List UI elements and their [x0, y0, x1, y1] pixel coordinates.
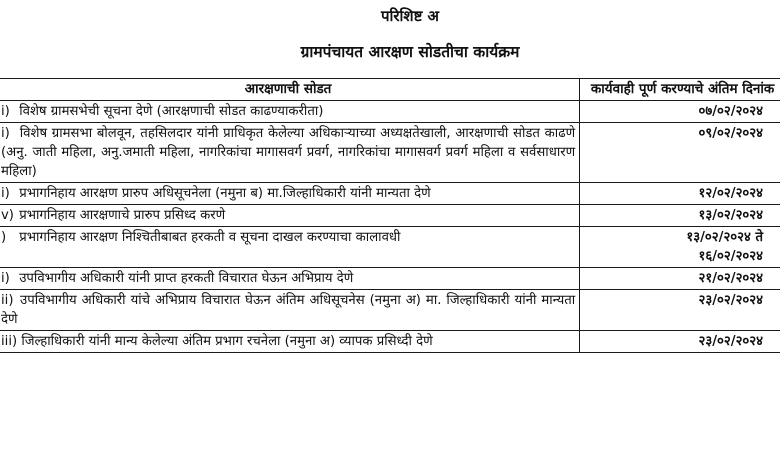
deadline-date: २१/०२/२०२४	[698, 271, 763, 286]
table-row	[0, 227, 780, 268]
activity-cell	[0, 123, 580, 183]
table-row	[0, 331, 780, 353]
date-cell	[580, 101, 780, 123]
row-number: ii)	[1, 293, 14, 308]
header-deadline: कार्यवाही पूर्ण करण्याचे अंतिम दिनांक	[580, 79, 780, 101]
activity-cell	[0, 268, 580, 290]
row-number: )	[1, 230, 7, 245]
deadline-date: १२/०२/२०२४	[698, 186, 763, 201]
deadline-date: १३/०२/२०२४	[698, 208, 763, 223]
table-row	[0, 205, 780, 227]
reservation-schedule-table	[0, 78, 780, 353]
activity-text: विशेष ग्रामसभा बोलवून, तहसिलदार यांनी प्राधिकृत केलेल्या अधिकाऱ्याच्या अध्यक्षतेखाली, आरक्षणाची सोडत काढणे (अनु. जाती महिला, अनु.जमाती महिला, नागरिकांचा मागासवर्ग प्रवर्ग, नागरिकांचा मागासवर्ग प्रवर्ग महिला व सर्वसाधारण महिला)	[1, 126, 576, 179]
date-cell	[580, 227, 780, 268]
document-title: ग्रामपंचायत आरक्षण सोडतीचा कार्यक्रम	[300, 43, 520, 61]
activity-text: उपविभागीय अधिकारी यांचे अभिप्राय विचारात घेऊन अंतिम अधिसूचनेस (नमुना अ) मा. जिल्हाधिकारी यांनी मान्यता देणे	[1, 293, 576, 327]
table-row	[0, 183, 780, 205]
date-cell	[580, 123, 780, 183]
date-cell	[580, 290, 780, 331]
activity-cell	[0, 183, 580, 205]
deadline-date: ०९/०२/२०२४	[698, 126, 763, 141]
activity-text: प्रभागनिहाय आरक्षणाचे प्रारुप प्रसिध्द करणे	[19, 208, 226, 223]
activity-text: जिल्हाधिकारी यांनी मान्य केलेल्या अंतिम प्रभाग रचनेला (नमुना अ) व्यापक प्रसिध्दी देणे	[21, 334, 433, 349]
activity-cell	[0, 290, 580, 331]
deadline-date: ०७/०२/२०२४	[698, 104, 763, 119]
deadline-date-start: १३/०२/२०२४ ते	[686, 230, 763, 245]
table-row	[0, 268, 780, 290]
row-number: v)	[1, 208, 14, 223]
table-row	[0, 290, 780, 331]
row-number: i)	[1, 126, 10, 141]
row-number: i)	[1, 271, 10, 286]
annex-label: परिशिष्ट अ	[380, 7, 440, 25]
activity-cell	[0, 331, 580, 353]
table-header-row	[0, 79, 780, 101]
activity-cell	[0, 205, 580, 227]
date-cell	[580, 183, 780, 205]
activity-text: प्रभागनिहाय आरक्षण प्रारुप अधिसूचनेला (नमुना ब) मा.जिल्हाधिकारी यांनी मान्यता देणे	[19, 186, 431, 201]
activity-text: विशेष ग्रामसभेची सूचना देणे (आरक्षणाची सोडत काढण्याकरीता)	[19, 104, 324, 119]
date-cell	[580, 205, 780, 227]
row-number: i)	[1, 186, 10, 201]
activity-cell	[0, 101, 580, 123]
deadline-date: २३/०२/२०२४	[698, 293, 763, 308]
date-cell	[580, 331, 780, 353]
activity-text: उपविभागीय अधिकारी यांनी प्राप्त हरकती विचारात घेऊन अभिप्राय देणे	[19, 271, 354, 286]
date-cell	[580, 268, 780, 290]
activity-cell	[0, 227, 580, 268]
row-number: iii)	[1, 334, 18, 349]
table-row	[0, 101, 780, 123]
row-number: i)	[1, 104, 10, 119]
deadline-date-end: १६/०२/२०२४	[698, 249, 763, 264]
header-activity: आरक्षणाची सोडत	[0, 79, 580, 101]
deadline-date: २३/०२/२०२४	[698, 334, 763, 349]
table-row	[0, 123, 780, 183]
activity-text: प्रभागनिहाय आरक्षण निश्चितीबाबत हरकती व सूचना दाखल करण्याचा कालावधी	[19, 230, 401, 245]
